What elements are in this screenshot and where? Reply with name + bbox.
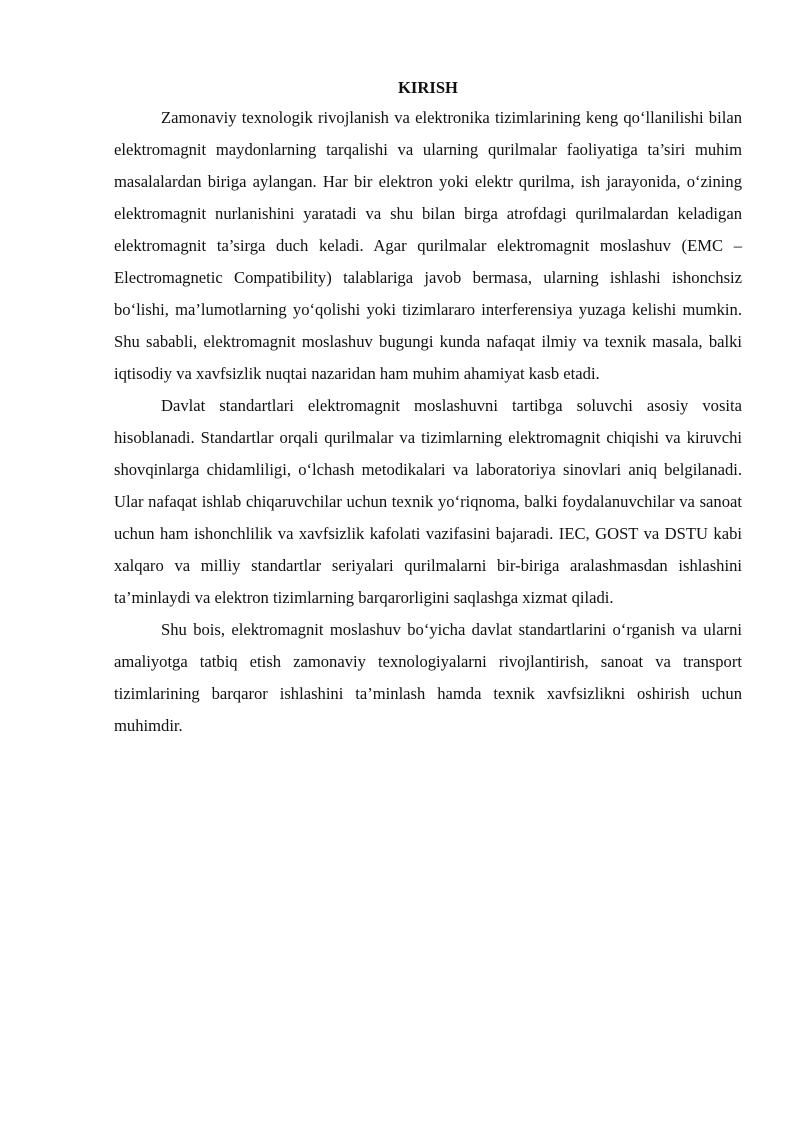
paragraph-conclusion: Shu bois, elektromagnit moslashuv bo‘yicha davlat standartlarini o‘rganish va ularni amaliyotga tatbiq etish zamonaviy texnologiyalarni rivojlantirish, sanoat va transport tizimlarining barqaror ishlashini ta’minlash hamda texnik xavfsizlikni oshirish uchun muhimdir. xyxy=(114,620,742,735)
document-body xyxy=(114,74,742,742)
paragraph-intro: Zamonaviy texnologik rivojlanish va elektronika tizimlarining keng qo‘llanilishi bilan elektromagnit maydonlarning tarqalishi va ularning qurilmalar faoliyatiga ta’siri muhim masalalardan biriga aylangan. Har bir elektron yoki elektr qurilma, ish jarayonida, o‘zining elektromagnit nurlanishini yaratadi va shu bilan birga atrofdagi qurilmalardan keladigan elektromagnit ta’sirga duch keladi. Agar qurilmalar elektromagnit moslashuv (EMC – Electromagnetic Compatibility) talablariga javob bermasa, ularning ishlashi ishonchsiz bo‘lishi, ma’lumotlarning yo‘qolishi yoki tizimlararo interferensiya yuzaga kelishi mumkin. Shu sababli, elektromagnit moslashuv bugungi kunda nafaqat ilmiy va texnik masala, balki iqtisodiy va xavfsizlik nuqtai nazaridan ham muhim ahamiyat kasb etadi. xyxy=(114,108,742,383)
paragraph-standards: Davlat standartlari elektromagnit moslashuvni tartibga soluvchi asosiy vosita hisoblanadi. Standartlar orqali qurilmalar va tizimlarning elektromagnit chiqishi va kiruvchi shovqinlarga chidamliligi, o‘lchash metodikalari va laboratoriya sinovlari aniq belgilanadi. Ular nafaqat ishlab chiqaruvchilar uchun texnik yo‘riqnoma, balki foydalanuvchilar va sanoat uchun ham ishonchlilik va xavfsizlik kafolati vazifasini bajaradi. IEC, GOST va DSTU kabi xalqaro va milliy standartlar seriyalari qurilmalarni bir-biriga aralashmasdan ishlashini ta’minlaydi va elektron tizimlarning barqarorligini saqlashga xizmat qiladi. xyxy=(114,396,742,607)
section-title: KIRISH xyxy=(398,78,458,97)
